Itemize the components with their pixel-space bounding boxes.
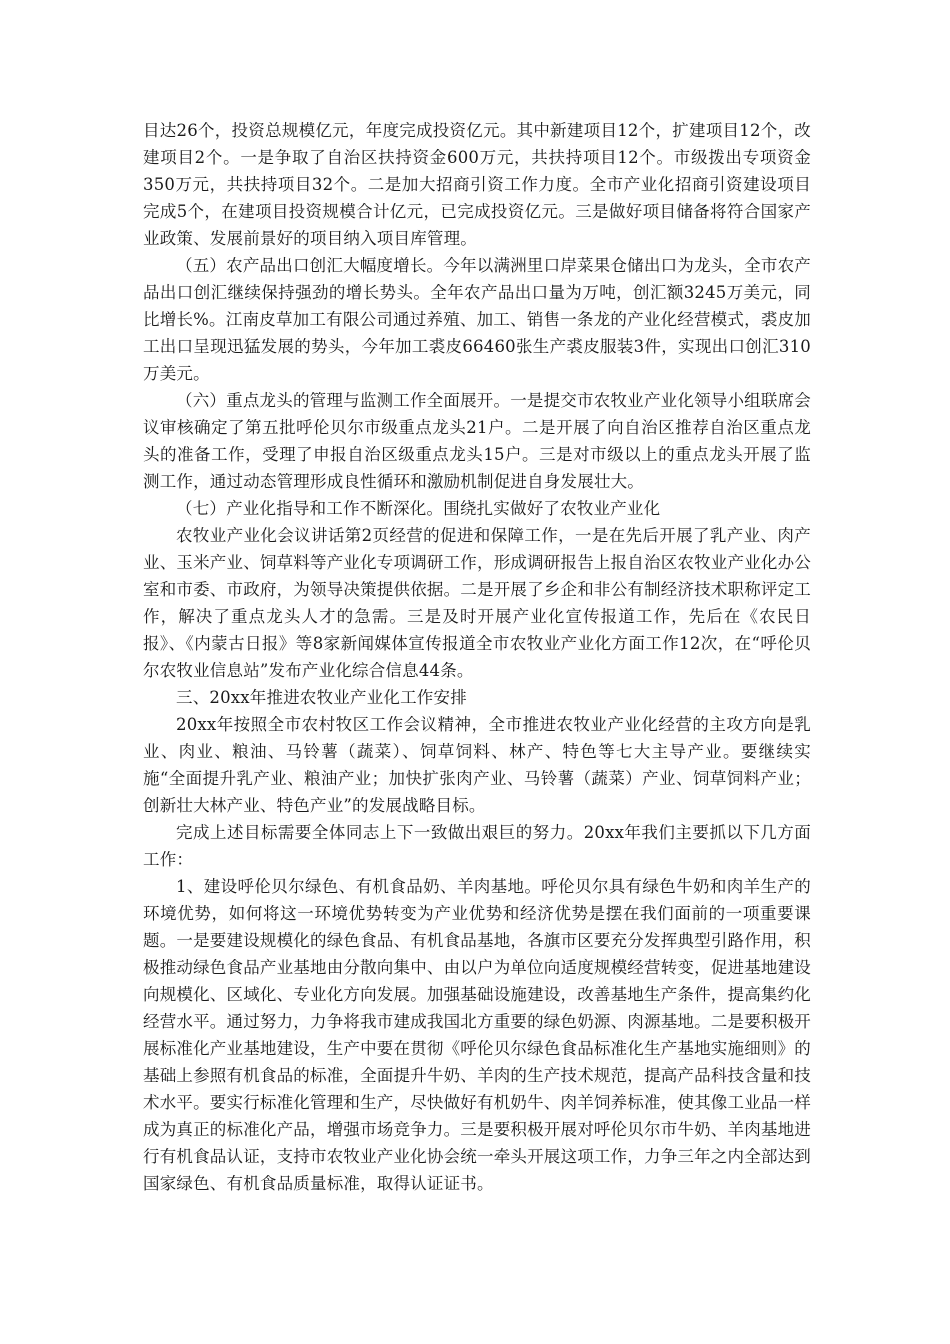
paragraph-leading-enterprises: （六）重点龙头的管理与监测工作全面展开。一是提交市农牧业产业化领导小组联席会议审核确定了第五批呼伦贝尔市级重点龙头21户。二是开展了向自治区推荐自治区重点龙头的准备工作，受理了申报自治区级重点龙头15户。三是对市级以上的重点龙头开展了监测工作，通过动态管理形成良性循环和激励机制促进自身发展壮大。 (143, 391, 811, 491)
paragraph-guidance-heading: （七）产业化指导和工作不断深化。围绕扎实做好了农牧业产业化 (176, 499, 661, 518)
section-heading-plan: 三、20xx年推进农牧业产业化工作安排 (176, 688, 467, 707)
paragraph-main-direction: 20xx年按照全市农村牧区工作会议精神，全市推进农牧业产业化经营的主攻方向是乳业、肉业、粮油、马铃薯（蔬菜）、饲草饲料、林产、特色等七大主导产业。要继续实施“全面提升乳产业、粮油产业；加快扩张肉产业、马铃薯（蔬菜）产业、饲草饲料产业；创新壮大林产业、特色产业”的发展战略目标。 (143, 715, 811, 815)
paragraph-project-investment: 目达26个，投资总规模亿元，年度完成投资亿元。其中新建项目12个，扩建项目12个，改建项目2个。一是争取了自治区扶持资金600万元，共扶持项目12个。市级拨出专项资金350万元，共扶持项目32个。二是加大招商引资工作力度。全市产业化招商引资建设项目完成5个，在建项目投资规模合计亿元，已完成投资亿元。三是做好项目储备将符合国家产业政策、发展前景好的项目纳入项目库管理。 (143, 121, 811, 248)
paragraph-green-food-base: 1、建设呼伦贝尔绿色、有机食品奶、羊肉基地。呼伦贝尔具有绿色牛奶和肉羊生产的环境优势，如何将这一环境优势转变为产业优势和经济优势是摆在我们面前的一项重要课题。一是要建设规模化的绿色食品、有机食品基地，各旗市区要充分发挥典型引路作用，积极推动绿色食品产业基地由分散向集中、由以户为单位向适度规模经营转变，促进基地建设向规模化、区域化、专业化方向发展。加强基础设施建设，改善基地生产条件，提高集约化经营水平。通过努力，力争将我市建成我国北方重要的绿色奶源、肉源基地。二是要积极开展标准化产业基地建设，生产中要在贯彻《呼伦贝尔绿色食品标准化生产基地实施细则》的基础上参照有机食品的标准，全面提升牛奶、羊肉的生产技术规范，提高产品科技含量和技术水平。要实行标准化管理和生产，尽快做好有机奶牛、肉羊饲养标准，使其像工业品一样成为真正的标准化产品，增强市场竞争力。三是要积极开展对呼伦贝尔市牛奶、羊肉基地进行有机食品认证，支持市农牧业产业化协会统一牵头开展这项工作，力争三年之内全部达到国家绿色、有机食品质量标准，取得认证证书。 (143, 877, 811, 1193)
paragraph-goals-intro: 完成上述目标需要全体同志上下一致做出艰巨的努力。20xx年我们主要抓以下几方面工作： (143, 823, 811, 869)
document-body (143, 117, 811, 1197)
paragraph-guidance-work: 农牧业产业化会议讲话第2页经营的促进和保障工作，一是在先后开展了乳产业、肉产业、玉米产业、饲草料等产业化专项调研工作，形成调研报告上报自治区农牧业产业化办公室和市委、市政府，为领导决策提供依据。二是开展了乡企和非公有制经济技术职称评定工作，解决了重点龙头人才的急需。三是及时开展产业化宣传报道工作，先后在《农民日报》、《内蒙古日报》等8家新闻媒体宣传报道全市农牧业产业化方面工作12次，在“呼伦贝尔农牧业信息站”发布产业化综合信息44条。 (143, 526, 811, 680)
paragraph-export-earnings: （五）农产品出口创汇大幅度增长。今年以满洲里口岸菜果仓储出口为龙头，全市农产品出口创汇继续保持强劲的增长势头。全年农产品出口量为万吨，创汇额3245万美元，同比增长%。江南皮草加工有限公司通过养殖、加工、销售一条龙的产业化经营模式，裘皮加工出口呈现迅猛发展的势头，今年加工裘皮66460张生产裘皮服装3件，实现出口创汇310万美元。 (143, 256, 811, 383)
